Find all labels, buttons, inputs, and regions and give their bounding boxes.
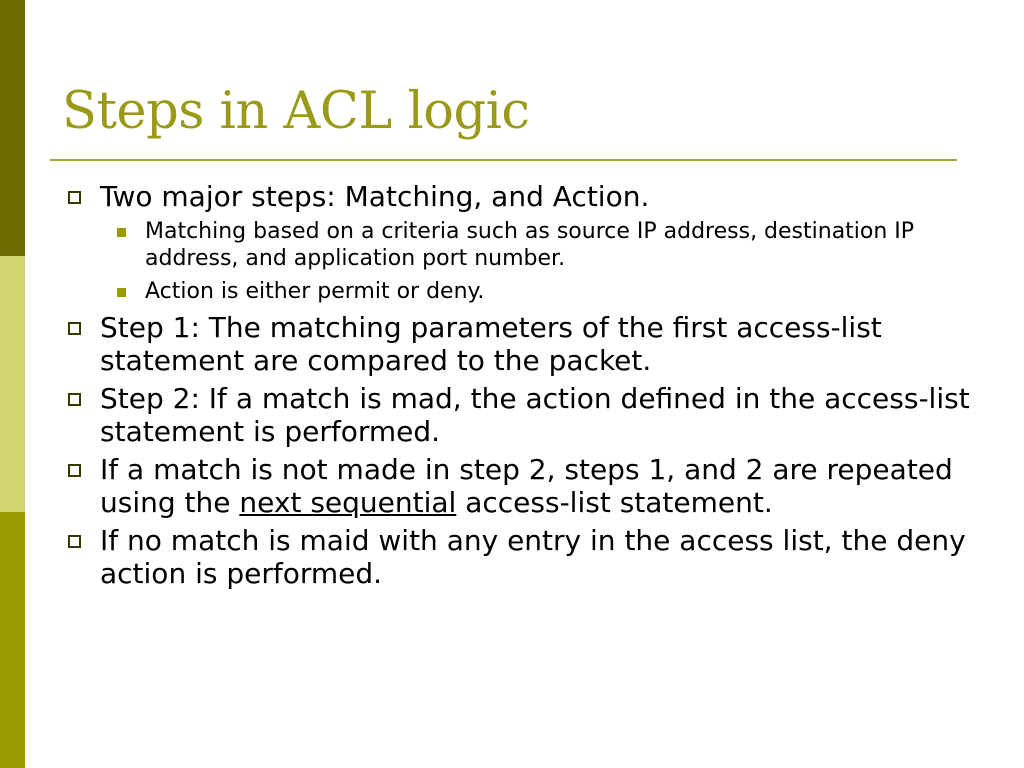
slide-title: Steps in ACL logic — [62, 82, 530, 141]
bullet-item — [60, 311, 980, 377]
left-stripe-middle — [0, 256, 25, 512]
bullet-item — [60, 524, 980, 590]
hollow-square-bullet-icon — [68, 191, 81, 204]
slide-body — [60, 180, 980, 595]
bullet-text: Two major steps: Matching, and Action. — [100, 180, 650, 213]
bullet-text: Step 2: If a match is mad, the action defined in the access-list statement is performed. — [100, 382, 970, 448]
sub-bullet-text: Matching based on a criteria such as source IP address, destination IP address, and application port number. — [145, 219, 915, 271]
bullet-item — [60, 382, 980, 448]
sub-bullet-item — [60, 278, 980, 305]
left-stripe-bottom — [0, 512, 25, 768]
sub-bullet-text: Action is either permit or deny. — [145, 279, 485, 304]
bullet-text: If no match is maid with any entry in the access list, the deny action is performed. — [100, 524, 966, 590]
underlined-text: next sequential — [239, 486, 457, 519]
bullet-text: Step 1: The matching parameters of the first access-list statement are compared to the packet. — [100, 311, 882, 377]
bullet-text-end: access-list statement. — [456, 486, 773, 519]
title-divider — [50, 159, 957, 161]
filled-square-bullet-icon — [117, 228, 126, 237]
hollow-square-bullet-icon — [68, 393, 81, 406]
bullet-text-start: If a match is not made in step 2, steps 1, and 2 are repeated using the — [100, 453, 953, 519]
hollow-square-bullet-icon — [68, 322, 81, 335]
sub-bullet-item — [60, 218, 980, 272]
filled-square-bullet-icon — [117, 288, 126, 297]
hollow-square-bullet-icon — [68, 535, 81, 548]
bullet-item — [60, 453, 980, 519]
left-stripe-top — [0, 0, 25, 256]
hollow-square-bullet-icon — [68, 464, 81, 477]
bullet-item — [60, 180, 980, 213]
